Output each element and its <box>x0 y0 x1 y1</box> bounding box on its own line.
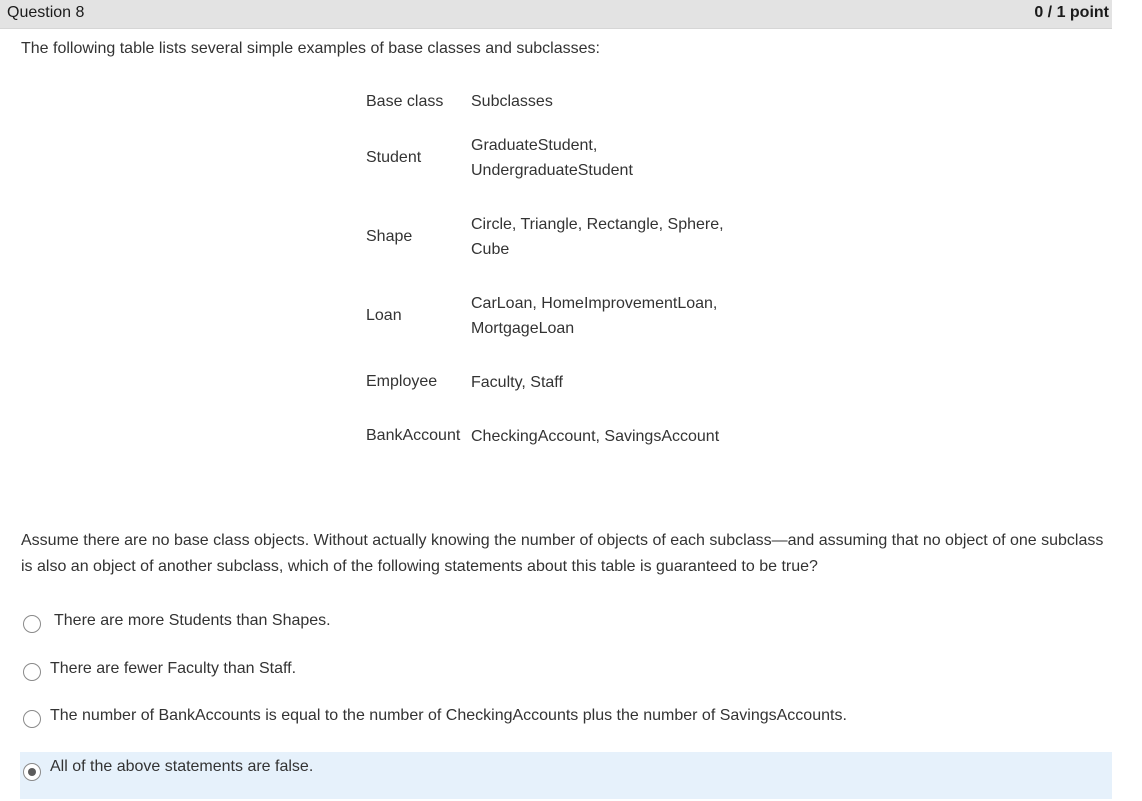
subclasses-line: Cube <box>471 240 510 258</box>
subclasses-cell <box>471 118 741 197</box>
subclasses-line: GraduateStudent, <box>471 136 598 154</box>
option-label[interactable]: All of the above statements are false. <box>50 758 314 775</box>
question-text: Assume there are no base class objects. Without actually knowing the number of objects of each subclass—and assuming that no object of one subclass is also an object of another subclass, which of the following statements about this table is guaranteed to be true? <box>21 532 1104 575</box>
subclasses-line: MortgageLoan <box>471 319 575 337</box>
base-class-cell: Shape <box>366 227 413 245</box>
question-header <box>0 0 1112 29</box>
column-header-subclasses: Subclasses <box>471 93 553 110</box>
table-row <box>364 355 741 409</box>
answer-option[interactable] <box>20 603 1112 649</box>
base-class-cell: BankAccount <box>366 427 461 444</box>
column-header-base-class: Base class <box>366 93 444 110</box>
radio-button[interactable] <box>23 615 41 633</box>
radio-button-selected[interactable] <box>23 763 41 781</box>
option-label[interactable]: There are more Students than Shapes. <box>54 612 331 629</box>
question-title: Question 8 <box>7 4 85 21</box>
answer-option[interactable] <box>20 698 1112 744</box>
answer-option-selected[interactable] <box>20 752 1112 799</box>
table-row <box>364 197 741 276</box>
question-intro: The following table lists several simple examples of base classes and subclasses: <box>21 40 600 57</box>
radio-button[interactable] <box>23 710 41 728</box>
table-row <box>364 409 741 463</box>
table-row <box>364 276 741 355</box>
table-header-row <box>364 86 741 118</box>
base-class-cell: Employee <box>366 373 438 390</box>
base-class-cell: Loan <box>366 306 402 324</box>
subclasses-line: CarLoan, HomeImprovementLoan, <box>471 294 718 312</box>
base-class-cell: Student <box>366 148 422 166</box>
radio-button[interactable] <box>23 663 41 681</box>
table-row <box>364 118 741 197</box>
subclasses-line: Circle, Triangle, Rectangle, Sphere, <box>471 215 724 233</box>
class-table <box>364 86 741 463</box>
option-label[interactable]: The number of BankAccounts is equal to the number of CheckingAccounts plus the number of SavingsAccounts. <box>50 707 847 724</box>
subclasses-cell <box>471 197 741 276</box>
option-label[interactable]: There are fewer Faculty than Staff. <box>50 660 297 677</box>
radio-dot-icon <box>28 768 36 776</box>
question-score: 0 / 1 point <box>1034 4 1109 21</box>
answer-option[interactable] <box>20 651 1112 697</box>
subclasses-cell: CheckingAccount, SavingsAccount <box>471 427 720 445</box>
subclasses-line: UndergraduateStudent <box>471 161 633 179</box>
subclasses-cell: Faculty, Staff <box>471 373 563 391</box>
subclasses-cell <box>471 276 741 355</box>
